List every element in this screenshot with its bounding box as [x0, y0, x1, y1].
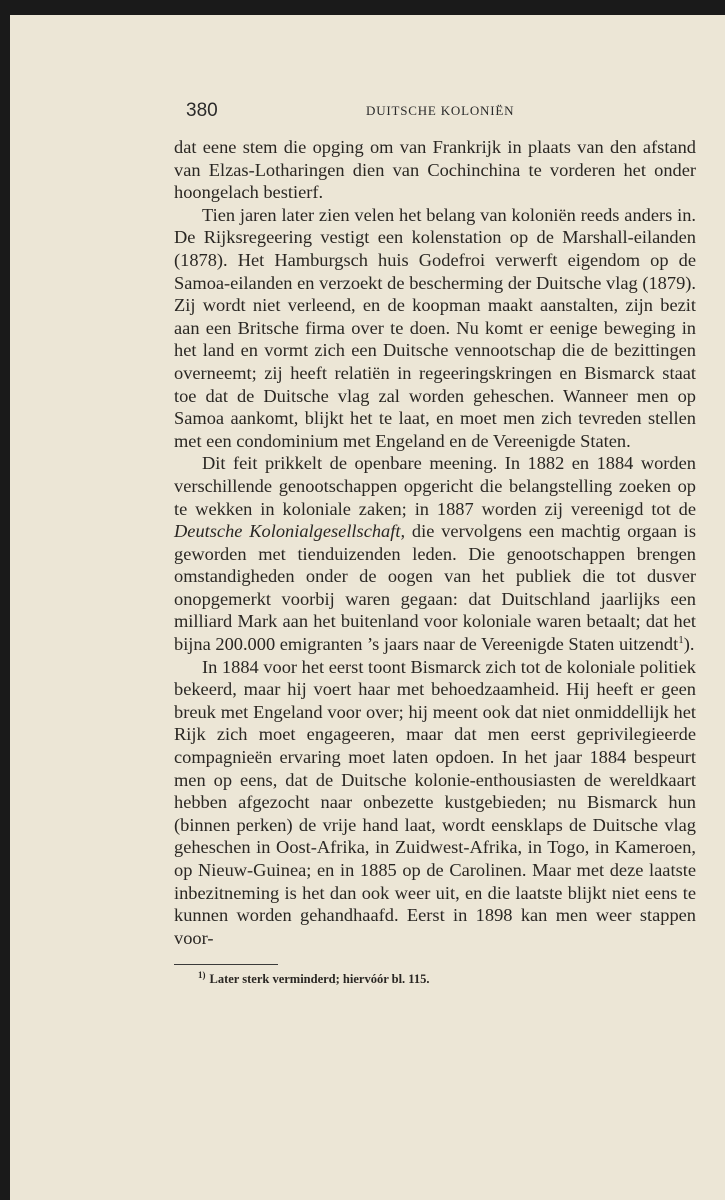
footnote-divider [174, 964, 278, 965]
paragraph-3-end: ). [683, 634, 695, 655]
paragraph-2: Tien jaren later zien velen het belang van koloniën reeds anders in. De Rijksregeering vestigt een kolenstation op de Marshall-eilanden (1878). Het Hamburgsch huis Godefroi verwerft eigendom op de Samoa-eilanden en verzoekt de bescherming der Duitsche vlag (1879). Zij wordt niet verleend, en de koopman maakt aanstalten, zijn bezit aan een Britsche firma over te doen. Nu komt er eenige beweging in het land en vormt zich een Duitsche vennootschap die de bezittingen overneemt; zij heeft relatiën in regeeringskringen en Bismarck staat toe dat de Duitsche vlag zal worden geheschen. Wanneer men op Samoa aankomt, blijkt het te laat, en moet men zich tevreden stellen met een condominium met Engeland en de Vereenigde Staten. [174, 204, 696, 451]
page-number: 380 [186, 100, 218, 121]
italic-title: Deutsche Kolonialgesellschaft, [174, 521, 406, 542]
footnote-reference: 1 [678, 633, 684, 646]
paragraph-1: dat eene stem die opging om van Frankrijk in plaats van den afstand van Elzas-Lotharingen dien van Cochinchina te vorderen het onder hoongelach bestierf. [174, 137, 696, 203]
body-text [174, 136, 696, 949]
footnote [198, 970, 688, 987]
paragraph-4: In 1884 voor het eerst toont Bismarck zich tot de koloniale politiek bekeerd, maar hij voert haar met behoedzaamheid. Hij heeft er geen breuk met Engeland voor over; hij meent ook dat niet onmiddellijk het Rijk zich moet engageeren, maar dat men eerst geprivilegieerde compagnieën ervaring moet laten opdoen. In het jaar 1884 bespeurt men op eens, dat de Duitsche kolonie-enthousiasten de wereldkaart hebben afgezocht naar onbezette kustgebieden; nu Bismarck hun (binnen perken) de vrije hand laat, wordt eensklaps de Duitsche vlag geheschen in Oost-Afrika, in Zuidwest-Afrika, in Togo, in Kameroen, op Nieuw-Guinea; en in 1885 op de Carolinen. Maar met deze laatste inbezitneming is het dan ook weer uit, en die laatste blijkt niet eens te kunnen worden gehandhaafd. Eerst in 1898 kan men weer stappen voor- [174, 656, 696, 948]
paragraph-3-part-a: Dit feit prikkelt de openbare meening. In 1882 en 1884 worden verschillende genootschappen opgericht die belangstelling zoeken op te wekken in koloniale zaken; in 1887 worden zij vereenigd tot de [174, 453, 696, 519]
paragraph-3 [174, 452, 696, 655]
page-header [184, 100, 704, 130]
paragraph-3-part-b: die vervolgens een machtig orgaan is geworden met tienduizenden leden. Die genootschappen brengen omstandigheden onder de oogen van het publiek die tot dusver onopgemerkt voorbij waren gegaan: dat Duitschland jaarlijks een milliard Mark aan het buitenland voor koloniale waren betaalt; dat het bijna 200.000 emigranten ’s jaars naar de Vereenigde Staten uitzendt [174, 521, 697, 655]
footnote-text: Later sterk verminderd; hiervóór bl. 115. [209, 972, 430, 987]
footnote-mark: 1) [198, 970, 206, 980]
running-title: DUITSCHE KOLONIËN [366, 103, 515, 118]
